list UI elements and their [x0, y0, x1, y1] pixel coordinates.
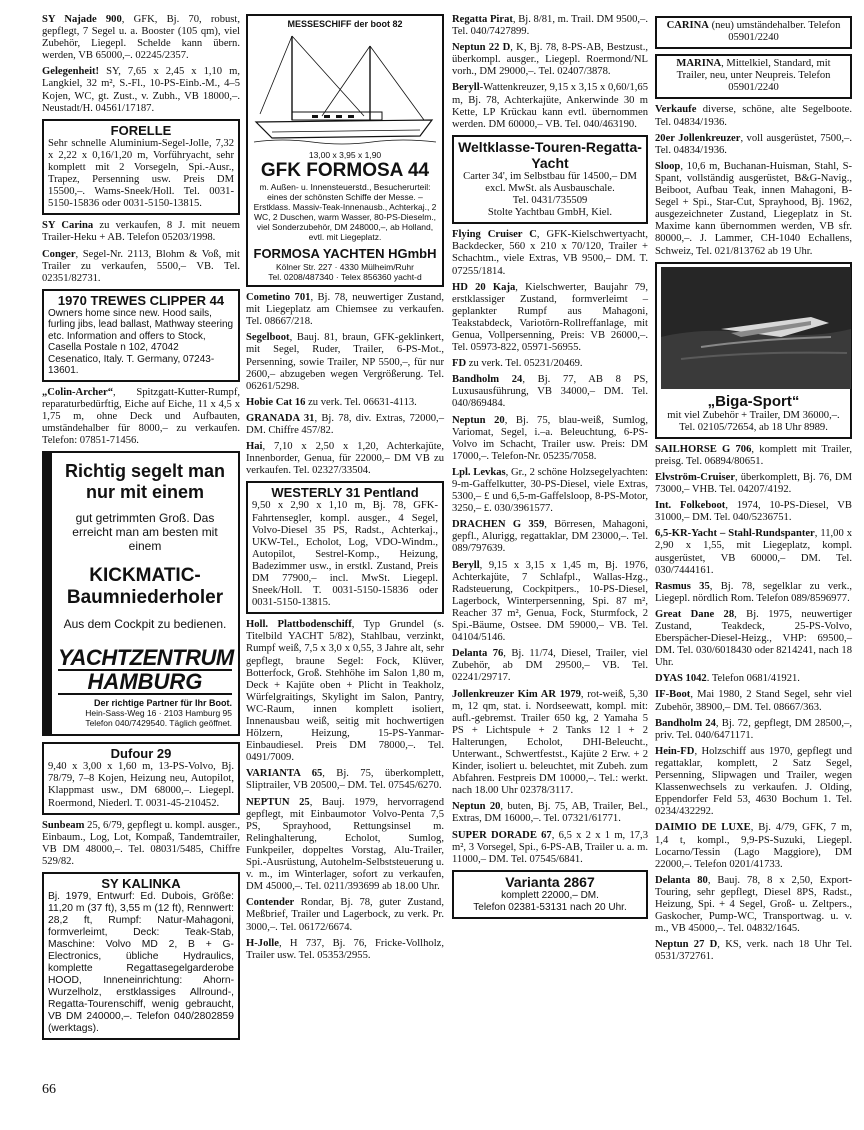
ad-text: , Mittelkiel, Standard, mit Trailer, neu, unter Neupreis. Telefon 05901/2240 — [676, 58, 831, 94]
ad-text: , 10,6 m, Buchanan-Huisman, Stahl, S-Spant, vollständig ausgerüstet, B&G-Navig., Beiboot, Aufbau Teak, innen Mahagoni, B-Segel + Spi., Star-Cut, Sprayhood, Bj. 1962, ausgezeichneter Zustand, Liegeplatz in St. Maxime kann übernommen werden, VB sfr. 80000,–. J. Lammer, CH-1040 Echallens, Schweiz, Tel. 021/813762 ab 19 Uhr. — [655, 160, 852, 257]
ad-text: , 1974, 10-PS-Diesel, VB 31000,– DM. Tel. 040/5236751. — [655, 500, 852, 524]
ad-text: , Bj. 77, AB 8 PS, Luxusausführung, VB 34000,– DM. Tel. 040/869484. — [452, 374, 648, 410]
ad-jollenkreuzer-kim — [452, 689, 648, 798]
ad-contender — [246, 897, 444, 933]
ad-bandholm-24b — [655, 718, 852, 742]
ad-kickmatic — [42, 451, 240, 736]
ad-text: , rot-weiß, 5,30 m, 12 qm, stat. i. Nordseewatt, kompl. mit: aufl.-gebremst. Trailer 650 kg, 2 Yamaha 5 PS + Lichtspule + 2 Tanks 12 l + 2 Halterungen, Echolot, DHI-Beleucht., Unterwant., Schwertfestst., Kajüte 2 Erw. + 2 Kinder, isoliert u. beleuchtet, mit Zubeh. zum Abfahren. Festpreis DM 10000,–. Tel.: werkt. nach 18.00 Uhr 02378/3117. — [452, 688, 648, 797]
ad-text: , Bj. 75, überkomplett, Sliptrailer, VB 20500,– DM. Tel. 07545/6270. — [246, 768, 444, 792]
column-4 — [655, 14, 852, 967]
page-number: 66 — [42, 1082, 56, 1097]
ad-beryll-watt — [452, 82, 648, 130]
ad-title: Sunbeam — [42, 819, 85, 831]
ad-text: , GFK, Bj. 70, robust, gepflegt, 7 Segel u. a. Booster (105 qm), viel Zubehör, Liegepl. Schelde kann übern. werden, VB 65000,–. 02245/2357. — [42, 14, 240, 62]
ad-delanta-80 — [655, 875, 852, 935]
phone: Tel. 0208/487340 · Telex 856360 yacht-d — [268, 272, 422, 283]
ad-text: , 6,5 x 2 x 1 m, 17,3 m², 3 Vorsegel, Spi., 6-PS-AB, Trailer u. a. m. 11000,– DM. Tel. 07545/6841. — [452, 829, 648, 865]
ad-granada — [246, 413, 444, 437]
ad-title: VARIANTA 65 — [246, 768, 323, 780]
ad-title: FORELLE — [110, 122, 172, 138]
company-logo: YACHTZENTRUM — [58, 645, 234, 671]
boat-photo — [661, 267, 851, 389]
ad-rasmus-35 — [655, 581, 852, 605]
ad-title: DRACHEN G 359 — [452, 519, 545, 531]
ad-text: , Bauj. 1979, hervorragend gepflegt, mit Einbaumotor Volvo-Penta 7,5 PS, Sprayhood, Rettungsinsel m. Relinghalterung, Echolot, Sumlog, Funkpeiler, doppeltes Vorstag, Alu-Trailer, Spi.-Ausrüstung, Autohelm-Selbststeuerung u. v. m., im Winterlager, sofort zu verkaufen, DM 45000,–. Tel. 0211/393699 ab 18.00 Uhr. — [246, 796, 445, 893]
ad-text: diverse, schöne, alte Segelboote. Tel. 04834/1936. — [655, 104, 852, 128]
ad-text: 9,40 x 3,00 x 1,60 m, 13-PS-Volvo, Bj. 78/79, 7–8 Kojen, Heizung neu, Autopilot, Klappmast usw., DM 68000,–. Liegepl. Roermond, Niederl. T. 0031-45-210452. — [48, 761, 234, 809]
ad-sloop — [655, 161, 852, 258]
ad-title: Neptun 22 D — [452, 42, 511, 54]
ad-text: Owners home since new. Hood sails, furling jibs, lead ballast, Mathway steering etc. Information and offers to Stock, Casella Postale n 102, 47042 Cesenatico, Italy. T. Germany, 07243-13601. — [48, 307, 234, 377]
ad-elvstroem — [655, 472, 852, 496]
ad-title: NEPTUN 25 — [246, 796, 310, 808]
ad-carina-neu — [655, 16, 852, 49]
ad-text: , Typ Grundel (s. Titelbild YACHT 5/82), Stahlbau, verzinkt, Rumpf weiß, 7,5 x 3,0 x 0,55, 3 Jahre alt, sehr gepflegt, braune Segel: Fock, Klüver, Botterfock, Groß. Stehhöhe im Salon 1,80 m, Deck + Kajüte oben + Plicht in Teakholz, Würfelgraitings, Skylight im Salon, Pantry, WC-Raum, innen komplett isoliert, Innenausbau weiß, seitig mit hochwertigen Hölzern, Heizung, 15-PS-Yanmar-Einbaudiesel. Preis DM 78000,–. Tel. 0491/7009. — [246, 619, 444, 764]
ad-text: , Bj. 4/79, GFK, 7 m, 1,4 t, kompl., 9,9-PS-Suzuki, Liegepl. Locarno/Tessin (Lago Maggiore), DM 22000,–. Telefon 0201/41733. — [655, 822, 852, 870]
ad-text: Sehr schnelle Aluminium-Segel-Jolle, 7,32 x 2,22 x 0,16/1,20 m, Vorführyacht, sehr komplett mit 2 Vorsegeln, Spi.-Ausr., Trapez, Persenning usw. Preis DM 15500,–. Wams-Sneek/Holl. Tel. 0031-5150-15836 oder 0031-5150-13815. — [48, 137, 234, 210]
ad-neptun-25 — [246, 797, 444, 894]
ad-title: Regatta Pirat — [452, 14, 513, 25]
ad-text: -Wattenkreuzer, 9,15 x 3,15 x 0,60/1,65 m, Bj. 78, Achterkajüte, Ankerwinde 30 m Kette, LP Krückau kann evtl. übernommen werden. DM 60000,– VB. Tel. 040/463190. — [452, 82, 648, 130]
ad-verkaufe — [655, 104, 852, 128]
ad-title: 6,5-KR-Yacht – Stahl-Rundspanter — [655, 528, 815, 540]
ad-title: Varianta 2867 — [505, 873, 595, 890]
ad-text: , K, Bj. 78, 8-PS-AB, Bestzust., überkompl. ausger., Liegepl. Roermond/NL vorh., DM 29000,–. Tel. 02407/3878. — [452, 42, 648, 78]
ad-title: Beryll — [452, 559, 480, 571]
ad-text: gut getrimmten Groß. Das erreicht man am besten mit einem — [72, 511, 218, 554]
ad-title: Sloop — [655, 160, 681, 172]
ad-fd — [452, 358, 648, 370]
ad-text: Rondar, Bj. 78, guter Zustand, Meßbrief, Trailer und Lagerbock, zu verk. Pr. 3000,–. Tel. 06172/6674. — [246, 897, 444, 933]
ad-title: SY Carina — [42, 220, 94, 232]
ad-text: zu verkaufen, 8 J. mit neuem Trailer-Heku + AB. Telefon 05203/1998. — [42, 220, 240, 244]
ad-text: , 7,10 x 2,50 x 1,20, Achterkajüte, Innenborder, Genua, für 22000,– DM VB zu verkaufen. Tel. 02327/33504. — [246, 441, 444, 477]
ad-topline: MESSESCHIFF der boot 82 — [287, 19, 403, 29]
ad-title: Lpl. Levkas — [452, 466, 506, 478]
ad-text: mit viel Zubehör + Trailer, DM 36000,–. Tel. 02105/72654, ab 18 Uhr 8989. — [667, 409, 840, 433]
ad-text: , Bj. 75, blau-weiß, Sumlog, Variomat, Segel, i.–a. Beleuchtung, 6-PS-Volvo im Schacht, Trailer usw. Preis: DM 17000,–. Telefon-Nr. 05235/7058. — [452, 414, 648, 462]
ad-title: Int. Folkeboot — [655, 500, 726, 512]
ad-text: , KS, verk. nach 18 Uhr Tel. 0531/372761. — [655, 939, 852, 963]
column-1 — [42, 14, 240, 1045]
ad-text: , Bj. 78, neuwertiger Zustand, mit Liegeplatz am Chiemsee zu verkaufen. Tel. 08667/218. — [246, 292, 444, 328]
ad-title: IF-Boot — [655, 689, 691, 701]
ad-text: , GFK-Kielschwertyacht, Backdecker, 560 x 210 x 70/120, Trailer + Schachtm., viele Extras, VB 9500,– DM. T. 07255/1814. — [452, 229, 648, 277]
ad-title: 20er Jollenkreuzer — [655, 132, 741, 144]
ad-dyas — [655, 673, 852, 685]
ad-conger — [42, 249, 240, 285]
column-2 — [246, 14, 444, 966]
ad-text: 9,50 x 2,90 x 1,10 m, Bj. 78, GFK-Fahrtensegler, kompl. ausger., 4 Segel, Volvo-Diesel 35 PS, Radst., Achterkaj., UKW-Tel., Echolot, Log, VDO-Windm., Autopilot, Sestrel-Komp., Heizung, Badezimmer usw., in erstkl. Zustand, Preis DM 77900,– incl. MwSt. Liegepl. Sneek/Holl. T. 0031-5150-15836 oder 0031-5150-13815. — [252, 500, 438, 609]
ad-title: HD 20 Kaja — [452, 281, 516, 293]
company-name: FORMOSA YACHTEN HGmbH — [253, 246, 437, 262]
ad-dufour — [42, 742, 240, 814]
ad-super-dorade — [452, 830, 648, 866]
ad-text: , Börresen, Mahagoni, gepfl., Alurigg, regattaklar, DM 23000,–. Tel. 089/797639. — [452, 519, 648, 555]
ad-text: , Bj. 1975, neuwertiger Zustand, Teakdeck, 25-PS-Volvo, Eberspächer-Diesel-Heizg., VHP: 69500,– DM. Tel. 030/6018430 oder 8214241, nach 18 Uhr. — [655, 608, 852, 669]
ad-gelegenheit — [42, 66, 240, 114]
ad-title: WESTERLY 31 Pentland — [271, 485, 419, 501]
ad-title: Weltklasse-Touren-Regatta-Yacht — [458, 138, 642, 171]
ad-text: , Holzschiff aus 1970, gepflegt und regattaklar, komplett, 2 Satz Segel, Persenning, Slipwagen und Trailer, wegen Klassenwechsels zu verkaufen. J. Olding, Eppendorfer Feld 53, 4630 Bochum 1. Tel. 0234/432292. — [655, 745, 852, 818]
ad-title: Hobie Cat 16 — [246, 396, 306, 408]
ad-title: Gelegenheit! — [42, 66, 100, 78]
ad-title: Contender — [246, 897, 295, 909]
ad-title: Delanta 80 — [655, 874, 708, 886]
ad-segelboot — [246, 332, 444, 392]
ad-sailhorse — [655, 444, 852, 468]
ad-text: komplett 22000,– DM. — [501, 889, 599, 901]
ad-neptun-20b — [452, 801, 648, 825]
ad-drachen — [452, 519, 648, 555]
ad-title: CARINA — [666, 20, 709, 31]
ad-text: , überkomplett, Bj. 76, DM 73000,– VHB. Tel. 04207/4192. — [655, 471, 852, 496]
ad-daimio — [655, 822, 852, 870]
ad-formosa — [246, 14, 444, 287]
company-logo: HAMBURG — [58, 669, 232, 695]
ad-text: , Bj. 78, segelklar zu verk., Liegepl. nördlich Rom. Telefon 089/8596977. — [655, 580, 853, 604]
tagline: Der richtige Partner für Ihr Boot. — [93, 698, 232, 709]
phone: Tel. 0431/735509 — [512, 195, 588, 207]
ad-marina — [655, 54, 852, 99]
ad-cometino — [246, 292, 444, 328]
ad-delanta-76 — [452, 648, 648, 684]
ad-title: Bandholm 24 — [452, 374, 523, 386]
ad-trewes — [42, 289, 240, 382]
column-3 — [452, 14, 648, 924]
ad-text: (neu) umständehalber. Telefon 05901/2240 — [708, 20, 841, 44]
ad-text: , Bj. 72, gepflegt, DM 28500,–, priv. Tel. 040/6471171. — [655, 717, 852, 741]
ad-sunbeam — [42, 820, 240, 868]
ad-levkas — [452, 467, 648, 515]
company-name: Stolte Yachtbau GmbH, Kiel. — [487, 207, 613, 219]
ad-text: , Segel-Nr. 2113, Blohm & Voß, mit Trailer zu verkaufen, 5500,– VB. Tel. 02351/82731. — [42, 248, 240, 284]
ad-title: „Colin-Archer“ — [42, 386, 114, 398]
ad-title: SY KALINKA — [101, 876, 181, 891]
address: Kölner Str. 227 · 4330 Mülheim/Ruhr — [276, 262, 414, 273]
ad-text: , komplett mit Trailer, preisg. Tel. 06894/80651. — [655, 443, 852, 467]
ad-colin-archer — [42, 387, 240, 447]
ad-text: Aus dem Cockpit zu bedienen. — [63, 617, 227, 632]
ad-text: zu verk. Tel. 05231/20469. — [466, 358, 583, 370]
ad-text: . Telefon 0681/41921. — [706, 673, 800, 685]
ad-flying-cruiser — [452, 229, 648, 277]
ad-text: , voll ausgerüstet, 7500,–. Tel. 04834/1936. — [655, 132, 852, 156]
ad-title: 1970 TREWES CLIPPER 44 — [57, 292, 225, 308]
ad-hd20-kaja — [452, 282, 648, 355]
ad-najade — [42, 14, 240, 62]
yacht-drawing — [252, 32, 438, 150]
ad-text: Bj. 1979, Entwurf: Ed. Dubois, Größe: 11,20 m (37 ft), 3,55 m (12 ft), Rennwert: 28,2 ft, Rumpf: Natur-Mahagoni, formverleimt, Deck: Teak-Stab, Maschine: Volvo MD 2, B + G-Electronics, übliche Hydraulics, komplette Regattasegelgarderobe HOOD, Inneneinrichtung: Ahorn-Wurzelholz, erstklassiges Allround-, Regatta-Tourenschiff, wenig gebraucht, VB DM 240000,–. Telefon 040/2802859 (werktags). — [48, 891, 234, 1034]
ad-text: , Bauj. 78, 8 x 2,50, Export-Touring, sehr gepflegt, Diesel 8PS, Radst., Heizung, Spi. + 4 Segel, Groß- u. Zeltpers., Gaskocher, Pump-WC, Transportwag. u. v. m., VB 45000,–. Tel. 04832/1645. — [655, 874, 852, 935]
phone: Telefon 040/7429540. Täglich geöffnet. — [85, 718, 232, 729]
product-name: KICKMATIC-Baumniederholer — [66, 565, 224, 609]
ad-title: GFK FORMOSA 44 — [260, 160, 430, 182]
ad-20er-jollenkreuzer — [655, 133, 852, 157]
ad-text: , 9,15 x 3,15 x 1,45 m, Bj. 1976, Achterkajüte, 7 Schlafpl., Wallas-Hzg., Radsteuerung, Cockpitpers., 10-PS-Diesel, Lagerbock, Winterpersenning, Spi. 87 m², Reacher 37 m², Genua, Fock, Sturmfock, 2 Spi.-Bäume, Ostsee. DM 59000,– VB. Tel. 04104/5146. — [452, 559, 648, 644]
ad-sy-carina — [42, 220, 240, 244]
ad-title: Holl. Plattbodenschiff — [246, 619, 352, 631]
ad-neptun-22d — [452, 42, 648, 78]
ad-text: , Bauj. 81, braun, GFK-geklinkert, mit Segel, Ruder, Trailer, 6-PS-Mot., Persenning, sowie Trailer, NP 5500,–, für nur 2600,– abzugeben wegen Vergrößerung. Tel. 06261/5298. — [246, 332, 444, 392]
ad-regatta-pirat — [452, 14, 648, 38]
ad-title: Hein-FD — [655, 745, 695, 757]
ad-title: MARINA — [676, 58, 722, 70]
ad-text: 25, 6/79, gepflegt u. kompl. ausger., Einbaum., Log, Lot, Kompaß, Tandemtrailer, VB DM 48000,–. Tel. 08031/5485, Chiffre 529/82. — [42, 819, 240, 867]
ad-text: Carter 34', im Selbstbau für 14500,– DM excl. MwSt. als Ausbauschale. — [463, 170, 637, 194]
ad-title: Rasmus 35 — [655, 580, 710, 592]
ad-title: Jollenkreuzer Kim AR 1979 — [452, 688, 581, 700]
ad-6-5-kr-yacht — [655, 528, 852, 576]
ad-kalinka — [42, 872, 240, 1040]
address: Hein-Sass-Weg 16 · 2103 Hamburg 95 — [85, 708, 232, 719]
ad-if-boot — [655, 689, 852, 713]
ad-title: Flying Cruiser C — [452, 229, 537, 241]
ad-title: Delanta 76 — [452, 648, 504, 660]
ad-title: Bandholm 24 — [655, 717, 716, 729]
ad-beryll-1976 — [452, 560, 648, 645]
ad-title: „Biga-Sport“ — [707, 392, 800, 410]
ad-title: Hai — [246, 441, 263, 453]
ad-h-jolle — [246, 938, 444, 962]
ad-title: Elvström-Cruiser — [655, 471, 736, 483]
ad-title: SUPER DORADE 67 — [452, 829, 552, 841]
ad-hobie-cat — [246, 397, 444, 409]
ad-text: , Gr., 2 schöne Holzsegelyachten: 9-m-Gaffelkutter, 30-PS-Diesel, viele Extras, 5300,– £ und 6,5-m-Gaffelsloop, 8-PS-Motor, 3250,– £. 030/3961577. — [452, 466, 648, 515]
ad-westerly — [246, 481, 444, 614]
ad-biga-sport — [655, 262, 852, 439]
ad-title: Conger — [42, 248, 76, 260]
ad-great-dane — [655, 609, 852, 669]
ad-text: SY, 7,65 x 2,45 x 1,10 m, Langkiel, 32 m², S.-Fl., 10-PS-Einb.-M., 4–5 Kojen, WC, gt. Zust., v. Zubh., VB 18000,–. Neustadt/H. 04561/17187. — [42, 66, 240, 114]
ad-text: , Bj. 8/81, m. Trail. DM 9500,–. Tel. 040/7427899. — [452, 14, 648, 38]
ad-weltklasse — [452, 135, 648, 224]
ad-bandholm-24a — [452, 374, 648, 410]
ad-title: Neptun 27 D — [655, 939, 718, 951]
ad-hein-fd — [655, 746, 852, 819]
ad-title: Cometino 701 — [246, 292, 311, 304]
ad-title: Great Dane 28 — [655, 608, 735, 620]
ad-text: , Mai 1980, 2 Stand Segel, sehr viel Zubehör, 38900,– DM. Tel. 08667/363. — [655, 689, 852, 713]
ad-neptun-27d — [655, 939, 852, 963]
ad-title: Dufour 29 — [110, 746, 172, 762]
ad-title: Beryll — [452, 82, 480, 94]
ad-title: FD — [452, 358, 467, 370]
ad-varianta-65 — [246, 768, 444, 792]
ad-title: GRANADA 31 — [246, 412, 315, 424]
ad-text: , Bj. 11/74, Diesel, Trailer, viel Zubehör, ab DM 29500,– VB. Tel. 02241/29717. — [452, 648, 648, 684]
ad-text: , H 737, Bj. 76, Fricke-Vollholz, Trailer usw. Tel. 05353/2955. — [246, 937, 444, 961]
ad-title: Neptun 20 — [452, 801, 501, 813]
ad-text: , Spitzgatt-Kutter-Rumpf, reparaturbedürftig, Eiche auf Eiche, 11 x 4,5 x 1,75 m, ohne Deck und Aufbauten, umständehalber für 8000,– zu verkaufen. Telefon: 07851-71456. — [42, 386, 240, 447]
ad-title: DAIMIO DE LUXE — [655, 822, 751, 834]
ad-text: , buten, Bj. 75, AB, Trailer, Bel., Extras, DM 16000,–. Tel. 07321/61771. — [452, 801, 648, 825]
ad-text: , 11,00 x 2,90 x 1,55, mit Liegeplatz, kompl. ausgerüstet, VB 60000,– DM. Tel. 030/7444161. — [655, 528, 852, 576]
ad-text: , Kielschwerter, Baujahr 79, erstklassiger Zustand, formverleimt – geplankter Rumpf aus Mahagoni, Teakstabdeck, Variotörn-Rollreffanlage, mit Genua, Vollpersenning, Preis: VB 26000,–. Tel. 05973-822, 05971-56955. — [452, 281, 648, 354]
ad-hai — [246, 441, 444, 477]
ad-folkeboot — [655, 500, 852, 524]
ad-forelle — [42, 119, 240, 216]
ad-neptun-20a — [452, 415, 648, 463]
phone: Telefon 02381-53131 nach 20 Uhr. — [473, 901, 627, 913]
ad-plattbodenschiff — [246, 619, 444, 764]
ad-headline: Richtig segelt man nur mit einem — [64, 461, 226, 503]
dimensions: 13,00 x 3,95 x 1,90 — [308, 150, 382, 161]
ad-title: SY Najade 900 — [42, 14, 122, 25]
ad-title: SAILHORSE G 706 — [655, 443, 752, 455]
ad-title: Segelboot — [246, 332, 290, 344]
ad-varianta-2867 — [452, 870, 648, 919]
ad-title: Neptun 20 — [452, 414, 505, 426]
ad-title: H-Jolle — [246, 937, 279, 949]
ad-text: , Bj. 78, div. Extras, 72000,– DM. Chiffre 457/82. — [246, 412, 444, 437]
ad-text: m. Außen- u. Innensteuerstd., Besucherurteil: eines der schönsten Schiffe der Messe. – Erstklass. Massiv-Teak-Innenausb., Achterkaj., 2 WC, 2 Duschen, warm Wasser, 80-PS-Dieselm., viel Sonderzubehör, DM 248000,–, ab Holland, evtl. mit Liegeplatz. — [253, 182, 437, 243]
ad-title: DYAS 1042 — [655, 673, 707, 685]
ad-title: Verkaufe — [655, 104, 697, 116]
ad-text: zu verk. Tel. 06631-4113. — [305, 396, 417, 408]
